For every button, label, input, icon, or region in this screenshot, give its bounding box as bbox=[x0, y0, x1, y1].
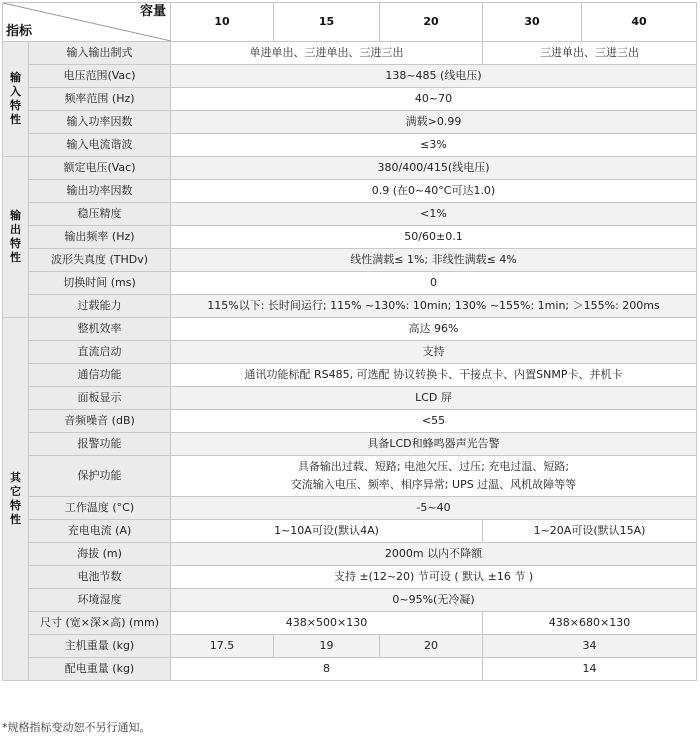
param-value: LCD 屏 bbox=[171, 387, 697, 410]
param-value: ≤3% bbox=[171, 134, 697, 157]
param-label: 输入输出制式 bbox=[29, 42, 171, 65]
param-label: 输出频率 (Hz) bbox=[29, 226, 171, 249]
param-label: 额定电压(Vac) bbox=[29, 157, 171, 180]
param-label: 整机效率 bbox=[29, 318, 171, 341]
param-label: 波形失真度 (THDv) bbox=[29, 249, 171, 272]
param-value: 380/400/415(线电压) bbox=[171, 157, 697, 180]
param-value: 支持 bbox=[171, 341, 697, 364]
table-row bbox=[3, 658, 697, 681]
table-row bbox=[3, 341, 697, 364]
table-row bbox=[3, 295, 697, 318]
param-label: 尺寸 (宽×深×高) (mm) bbox=[29, 612, 171, 635]
spec-table bbox=[2, 2, 697, 681]
param-value: -5~40 bbox=[171, 497, 697, 520]
param-value: 线性满载≤ 1%; 非线性满载≤ 4% bbox=[171, 249, 697, 272]
param-label: 保护功能 bbox=[29, 456, 171, 497]
param-label: 面板显示 bbox=[29, 387, 171, 410]
param-label: 输出功率因数 bbox=[29, 180, 171, 203]
param-value: 19 bbox=[274, 635, 380, 658]
param-label: 输入功率因数 bbox=[29, 111, 171, 134]
param-label: 通信功能 bbox=[29, 364, 171, 387]
table-row bbox=[3, 612, 697, 635]
table-row bbox=[3, 272, 697, 295]
param-label: 频率范围 (Hz) bbox=[29, 88, 171, 111]
param-label: 输入电流谐波 bbox=[29, 134, 171, 157]
param-label: 稳压精度 bbox=[29, 203, 171, 226]
table-row bbox=[3, 387, 697, 410]
table-row bbox=[3, 318, 697, 341]
param-value: 1~20A可设(默认15A) bbox=[483, 520, 697, 543]
table-row bbox=[3, 433, 697, 456]
corner-capacity-label: 容量 bbox=[139, 4, 166, 19]
param-value: 438×680×130 bbox=[483, 612, 697, 635]
param-label: 充电电流 (A) bbox=[29, 520, 171, 543]
param-label: 音频噪音 (dB) bbox=[29, 410, 171, 433]
table-row bbox=[3, 65, 697, 88]
table-row bbox=[3, 410, 697, 433]
param-value: 2000m 以内不降额 bbox=[171, 543, 697, 566]
param-value: 1~10A可设(默认4A) bbox=[171, 520, 483, 543]
footnote: *规格指标变动恕不另行通知。 bbox=[2, 721, 151, 734]
capacity-15: 15 bbox=[274, 3, 380, 42]
param-value: 0.9 (在0~40°C可达1.0) bbox=[171, 180, 697, 203]
capacity-20: 20 bbox=[380, 3, 483, 42]
param-value: 0 bbox=[171, 272, 697, 295]
param-label: 海拔 (m) bbox=[29, 543, 171, 566]
param-value: 115%以下: 长时间运行; 115% ~130%: 10min; 130% ~155%: 1min; ＞155%: 200ms bbox=[171, 295, 697, 318]
corner-indicator-label: 指标 bbox=[6, 24, 33, 39]
table-row bbox=[3, 543, 697, 566]
param-label: 工作温度 (°C) bbox=[29, 497, 171, 520]
header-row bbox=[3, 3, 697, 42]
param-value: <1% bbox=[171, 203, 697, 226]
param-value: 具备LCD和蜂鸣器声光告警 bbox=[171, 433, 697, 456]
table-row bbox=[3, 520, 697, 543]
table-row bbox=[3, 456, 697, 497]
param-value: 三进单出、三进三出 bbox=[483, 42, 697, 65]
param-label: 过载能力 bbox=[29, 295, 171, 318]
param-value: 20 bbox=[380, 635, 483, 658]
table-row bbox=[3, 497, 697, 520]
param-value: 40~70 bbox=[171, 88, 697, 111]
table-row bbox=[3, 180, 697, 203]
param-value: 满载>0.99 bbox=[171, 111, 697, 134]
param-value: 单进单出、三进单出、三进三出 bbox=[171, 42, 483, 65]
param-label: 切换时间 (ms) bbox=[29, 272, 171, 295]
param-value: 17.5 bbox=[171, 635, 274, 658]
param-value: 14 bbox=[483, 658, 697, 681]
param-value: 8 bbox=[171, 658, 483, 681]
param-value: 138~485 (线电压) bbox=[171, 65, 697, 88]
table-row bbox=[3, 134, 697, 157]
category-output: 输出特性 bbox=[3, 157, 29, 318]
param-label: 环境湿度 bbox=[29, 589, 171, 612]
table-row bbox=[3, 111, 697, 134]
param-value: <55 bbox=[171, 410, 697, 433]
param-label: 电池节数 bbox=[29, 566, 171, 589]
table-row bbox=[3, 88, 697, 111]
table-row bbox=[3, 203, 697, 226]
param-value: 0~95%(无冷凝) bbox=[171, 589, 697, 612]
category-input: 输入特性 bbox=[3, 42, 29, 157]
table-row bbox=[3, 157, 697, 180]
capacity-40: 40 bbox=[582, 3, 697, 42]
capacity-30: 30 bbox=[483, 3, 582, 42]
param-value bbox=[171, 456, 697, 497]
capacity-10: 10 bbox=[171, 3, 274, 42]
param-label: 报警功能 bbox=[29, 433, 171, 456]
table-row bbox=[3, 364, 697, 387]
param-label: 直流启动 bbox=[29, 341, 171, 364]
table-row bbox=[3, 249, 697, 272]
param-value: 50/60±0.1 bbox=[171, 226, 697, 249]
param-label: 电压范围(Vac) bbox=[29, 65, 171, 88]
param-value: 支持 ±(12~20) 节可设 ( 默认 ±16 节 ) bbox=[171, 566, 697, 589]
param-label: 配电重量 (kg) bbox=[29, 658, 171, 681]
table-row bbox=[3, 566, 697, 589]
protection-line-1: 具备输出过载、短路; 电池欠压、过压; 充电过温、短路; bbox=[297, 460, 570, 473]
param-value: 通讯功能标配 RS485, 可选配 协议转换卡、干接点卡、内置SNMP卡、并机卡 bbox=[171, 364, 697, 387]
table-row bbox=[3, 42, 697, 65]
category-other: 其它特性 bbox=[3, 318, 29, 681]
table-row bbox=[3, 226, 697, 249]
param-label: 主机重量 (kg) bbox=[29, 635, 171, 658]
table-row bbox=[3, 635, 697, 658]
param-value: 438×500×130 bbox=[171, 612, 483, 635]
header-corner-cell bbox=[3, 3, 171, 42]
protection-line-2: 交流输入电压、频率、相序异常; UPS 过温、风机故障等等 bbox=[290, 478, 577, 491]
table-row bbox=[3, 589, 697, 612]
param-value: 34 bbox=[483, 635, 697, 658]
param-value: 高达 96% bbox=[171, 318, 697, 341]
